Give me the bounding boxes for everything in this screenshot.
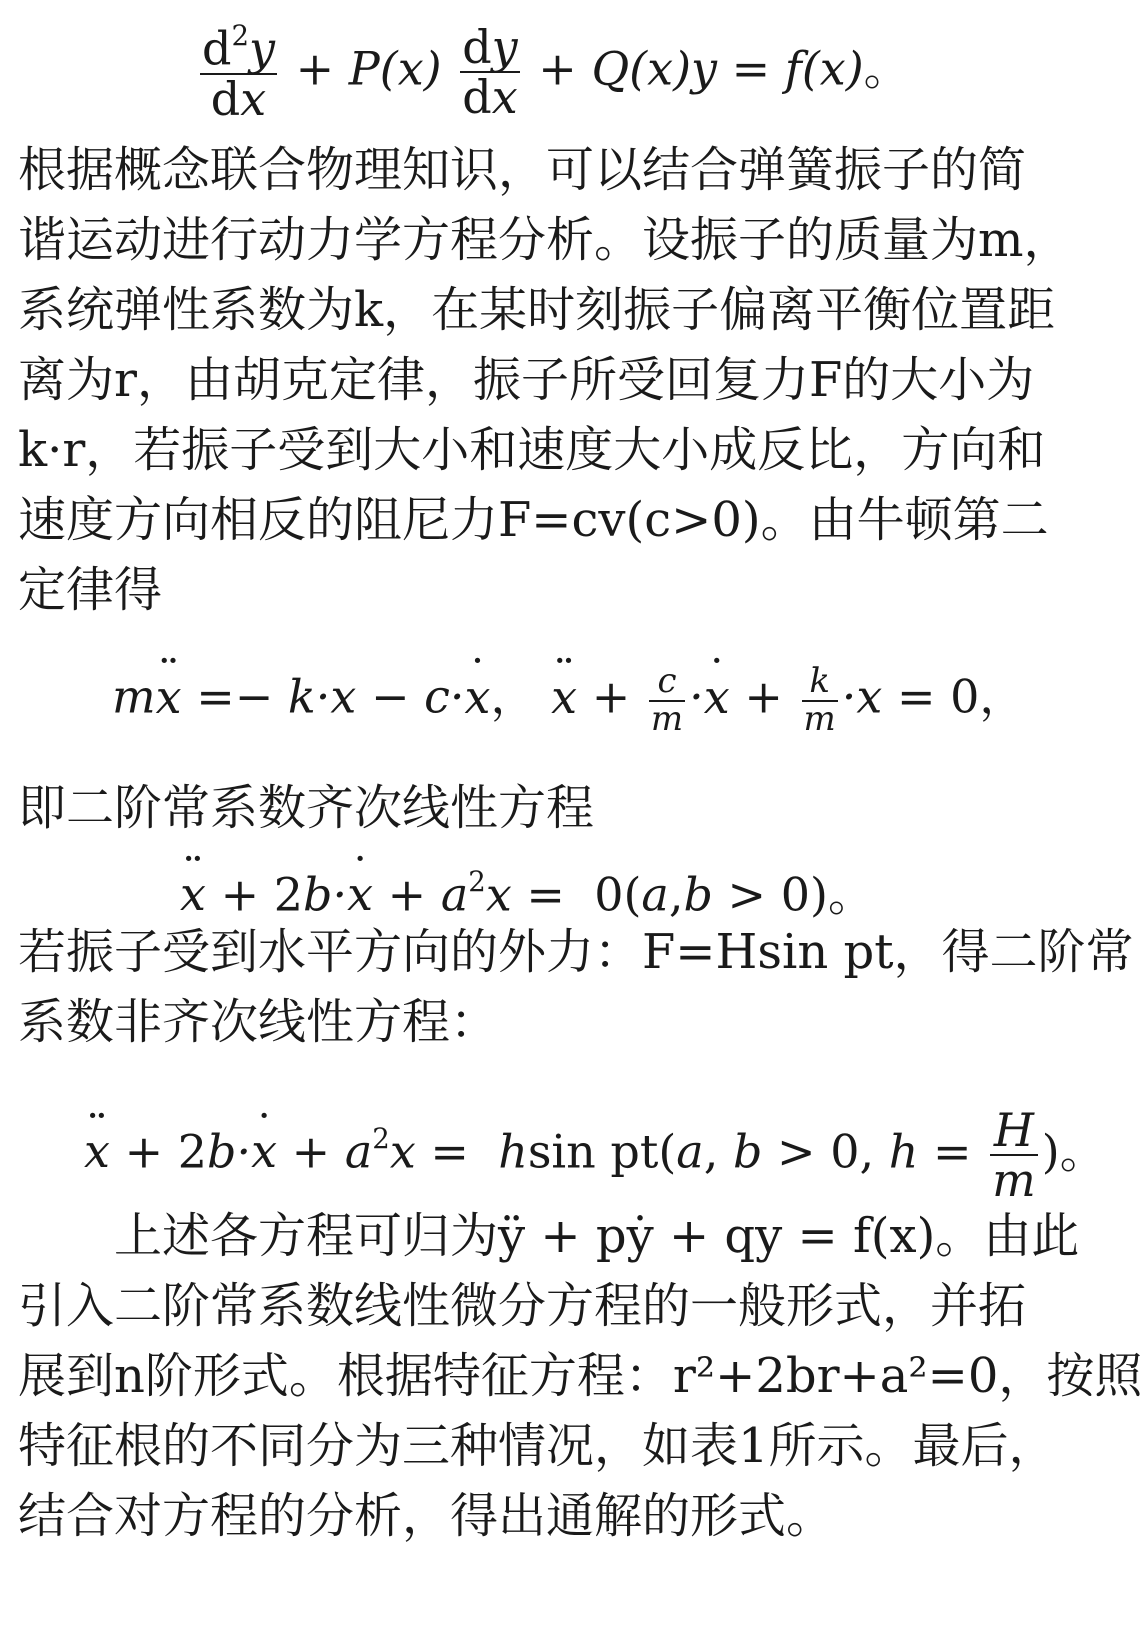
paragraph-line-9: 若振子受到水平方向的外力：F=Hsin pt，得二阶常 xyxy=(18,924,1134,980)
equation-end-mark: 。 xyxy=(827,867,874,922)
fraction-k-over-m: $\frac{k}{m}$ xyxy=(803,661,836,739)
paragraph-line-1: 根据概念联合物理知识，可以结合弹簧振子的简 xyxy=(18,142,1027,198)
paragraph-line-2: 谐运动进行动力学方程分析。设振子的质量为m， xyxy=(18,212,1072,268)
paragraph-line-3: 系统弹性系数为k，在某时刻振子偏离平衡位置距 xyxy=(18,282,1056,338)
equation-homogeneous: ¨ x + 2b·˙ $x + a^2x = 0(a,b > 0)$。 xyxy=(180,852,874,924)
paragraph-line-8: 即二阶常系数齐次线性方程 xyxy=(18,780,595,836)
equation-end-mark: 。 xyxy=(863,41,910,96)
paragraph-line-12: 引入二阶常系数线性微分方程的一般形式，并拓 xyxy=(18,1278,1027,1334)
paragraph-line-13: 展到n阶形式。根据特征方程：r²+2br+a²=0，按照 xyxy=(18,1348,1142,1404)
equation-general-ode: $\frac{d^2y}{dx}$ + P(x) $\frac{dy}{dx}$ + Q(x)y = f(x)。 xyxy=(202,19,910,126)
paragraph-line-6: 速度方向相反的阻尼力F=cv(c>0)。由牛顿第二 xyxy=(18,492,1049,548)
fraction-dy-dx: $\frac{dy}{dx}$ xyxy=(462,20,518,125)
equation-end-mark: 。 xyxy=(1059,1124,1106,1179)
equation-newton-second-law: m¨ x =− k·x − c·˙ x， ¨ x + $\frac{c}{m}$ ·˙ x + $\frac{k}{m}$ ·x = 0， xyxy=(112,664,1025,737)
paragraph-line-15: 结合对方程的分析，得出通解的形式。 xyxy=(18,1488,835,1544)
fraction-d2y-dx2: $\frac{d^2y}{dx}$ xyxy=(202,19,276,126)
fraction-c-over-m: $\frac{c}{m}$ xyxy=(650,661,684,739)
fraction-h-over-m: $\frac{H}{m}$ xyxy=(992,1103,1036,1208)
paragraph-line-5: k·r，若振子受到大小和速度大小成反比，方向和 xyxy=(18,422,1046,478)
paragraph-line-7: 定律得 xyxy=(18,562,163,618)
paragraph-line-14: 特征根的不同分为三种情况，如表1所示。最后， xyxy=(18,1418,1057,1474)
paragraph-line-11: 上述各方程可归为ÿ + pẏ + qy = f(x)。由此 xyxy=(114,1208,1080,1264)
equation-nonhomogeneous: ¨ x + 2b·˙ $x + a^2x = hsin$ pt(a, b > 0, h = $\frac{H}{m}$ )。 xyxy=(84,1106,1106,1205)
equation-end-mark: ， xyxy=(979,669,1026,724)
paragraph-line-10: 系数非齐次线性方程： xyxy=(18,994,499,1050)
paragraph-line-4: 离为r，由胡克定律，振子所受回复力F的大小为 xyxy=(18,352,1035,408)
